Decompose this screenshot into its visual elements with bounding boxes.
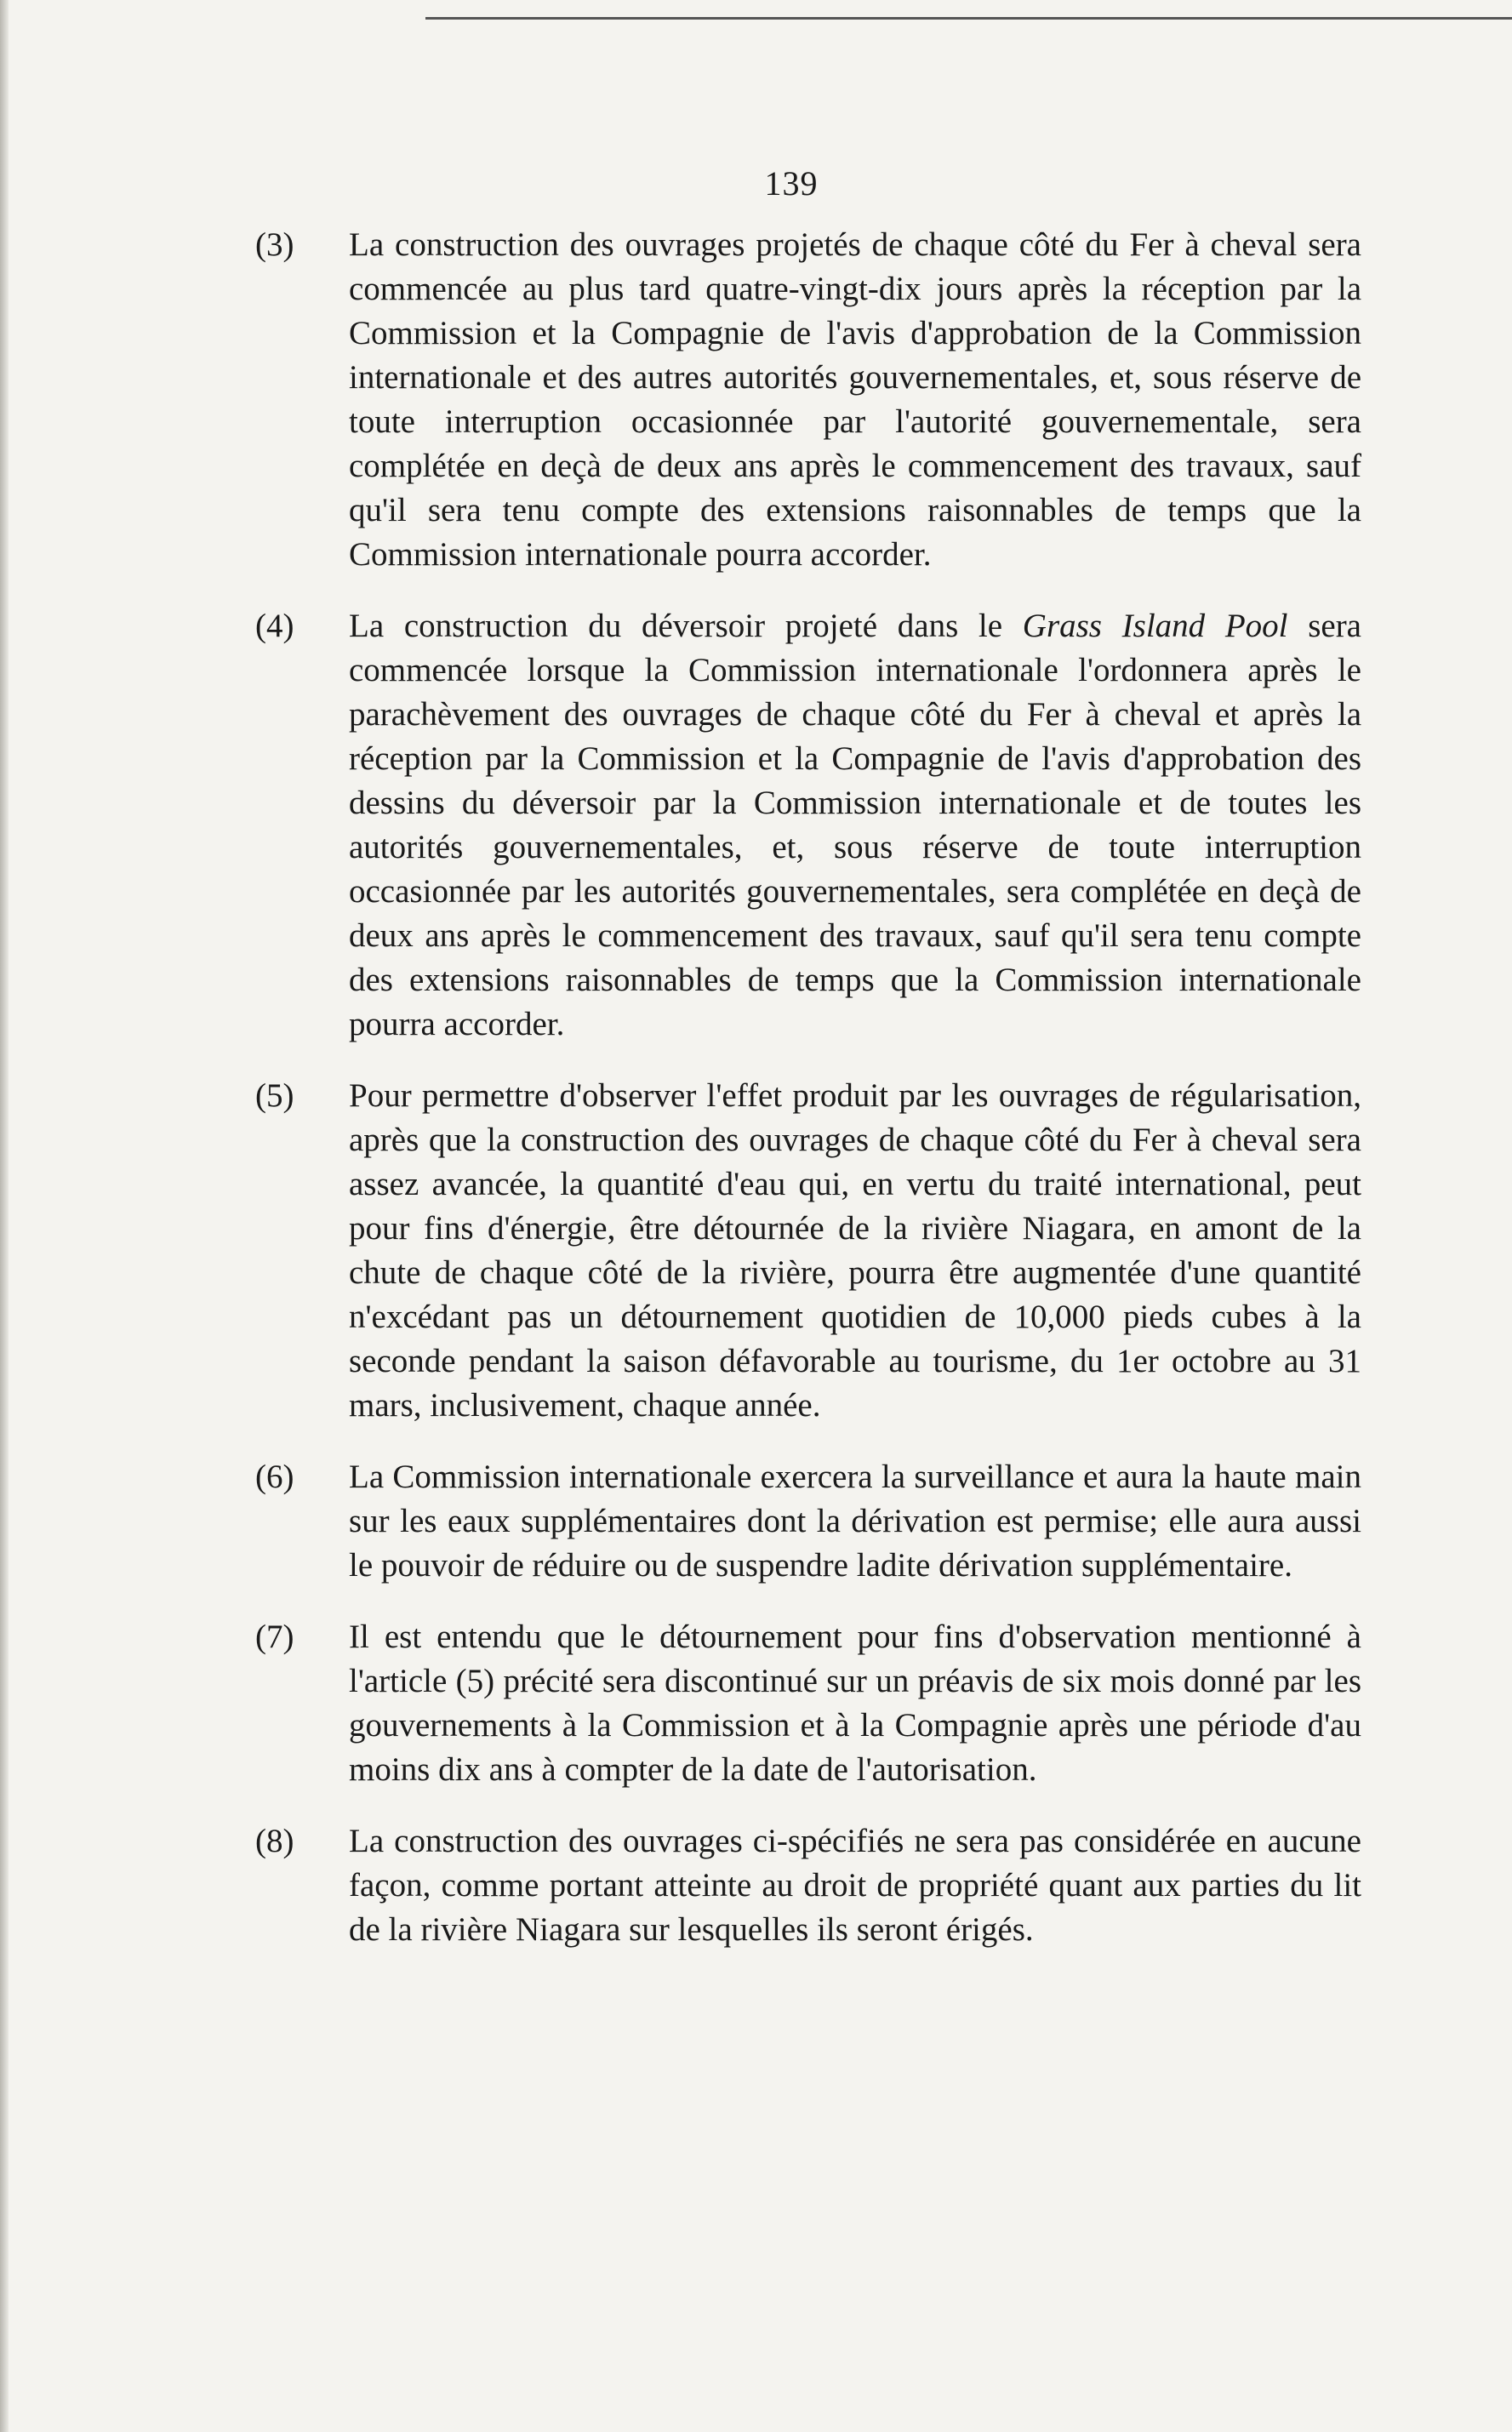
paragraph-text: La construction des ouvrages projetés de chaque côté du Fer à cheval sera commencée au plus tard quatre-vingt-dix jours après la réception par la Commission et la Compagnie de l'avis d'approbation de la Commission internationale et des autres autorités gouvernementales, et, sous réserve de toute interruption occasionnée par l'autorité gouvernementale, sera complétée en deçà de deux ans après le commencement des travaux, sauf qu'il sera tenu compte des extensions raisonnables de temps que la Commission internationale pourra accorder. bbox=[349, 226, 1361, 573]
paragraph-text: Il est entendu que le détournement pour fins d'observation mentionné à l'article (5) précité sera discontinué sur un préavis de six mois donné par les gouvernements à la Commission et à la Compagnie après une période d'au moins dix ans à compter de la date de l'autorisation. bbox=[349, 1618, 1361, 1788]
paragraph-text-start: La construction du déversoir projeté dans le bbox=[349, 608, 1023, 644]
paragraph-6 bbox=[255, 1455, 1361, 1588]
paragraph-5 bbox=[255, 1074, 1361, 1428]
page-body bbox=[255, 223, 1361, 1979]
paragraph-4 bbox=[255, 604, 1361, 1047]
paragraph-number: (6) bbox=[255, 1459, 294, 1495]
paragraph-number: (5) bbox=[255, 1077, 294, 1114]
paragraph-3 bbox=[255, 223, 1361, 577]
italic-place-name: Grass Island Pool bbox=[1022, 608, 1288, 644]
paragraph-number: (8) bbox=[255, 1823, 294, 1859]
paragraph-text: La Commission internationale exercera la surveillance et aura la haute main sur les eaux supplémentaires dont la dérivation est permise; elle aura aussi le pouvoir de réduire ou de suspendre ladite dérivation supplémentaire. bbox=[349, 1459, 1361, 1584]
paragraph-text: La construction des ouvrages ci-spécifiés ne sera pas considérée en aucune façon, comme portant atteinte au droit de propriété quant aux parties du lit de la rivière Niagara sur lesquelles ils seront érigés. bbox=[349, 1823, 1361, 1948]
paragraph-7 bbox=[255, 1615, 1361, 1792]
page-number: 139 bbox=[764, 164, 819, 203]
paragraph-text bbox=[349, 608, 1361, 1042]
paragraph-number: (3) bbox=[255, 226, 294, 263]
scan-edge bbox=[0, 0, 9, 2432]
paragraph-text: Pour permettre d'observer l'effet produit par les ouvrages de régularisation, après que la construction des ouvrages de chaque côté du Fer à cheval sera assez avancée, la quantité d'eau qui, en vertu du traité international, peut pour fins d'énergie, être détournée de la rivière Niagara, en amont de la chute de chaque côté de la rivière, pourra être augmentée d'une quantité n'excédant pas un détournement quotidien de 10,000 pieds cubes à la seconde pendant la saison défavorable au tourisme, du 1er octobre au 31 mars, inclusivement, chaque année. bbox=[349, 1077, 1361, 1424]
paragraph-text-end: sera commencée lorsque la Commission internationale l'ordonnera après le parachèvement des ouvrages de chaque côté du Fer à cheval et après la réception par la Commission et la Compagnie de l'avis d'approbation des dessins du déversoir par la Commission internationale et de toutes les autorités gouvernementales, et, sous réserve de toute interruption occasionnée par les autorités gouvernementales, sera complétée en deçà de deux ans après le commencement des travaux, sauf qu'il sera tenu compte des extensions raisonnables de temps que la Commission internationale pourra accorder. bbox=[349, 608, 1361, 1042]
paragraph-number: (4) bbox=[255, 608, 294, 644]
top-rule bbox=[425, 17, 1512, 20]
paragraph-number: (7) bbox=[255, 1618, 294, 1655]
paragraph-8 bbox=[255, 1819, 1361, 1952]
